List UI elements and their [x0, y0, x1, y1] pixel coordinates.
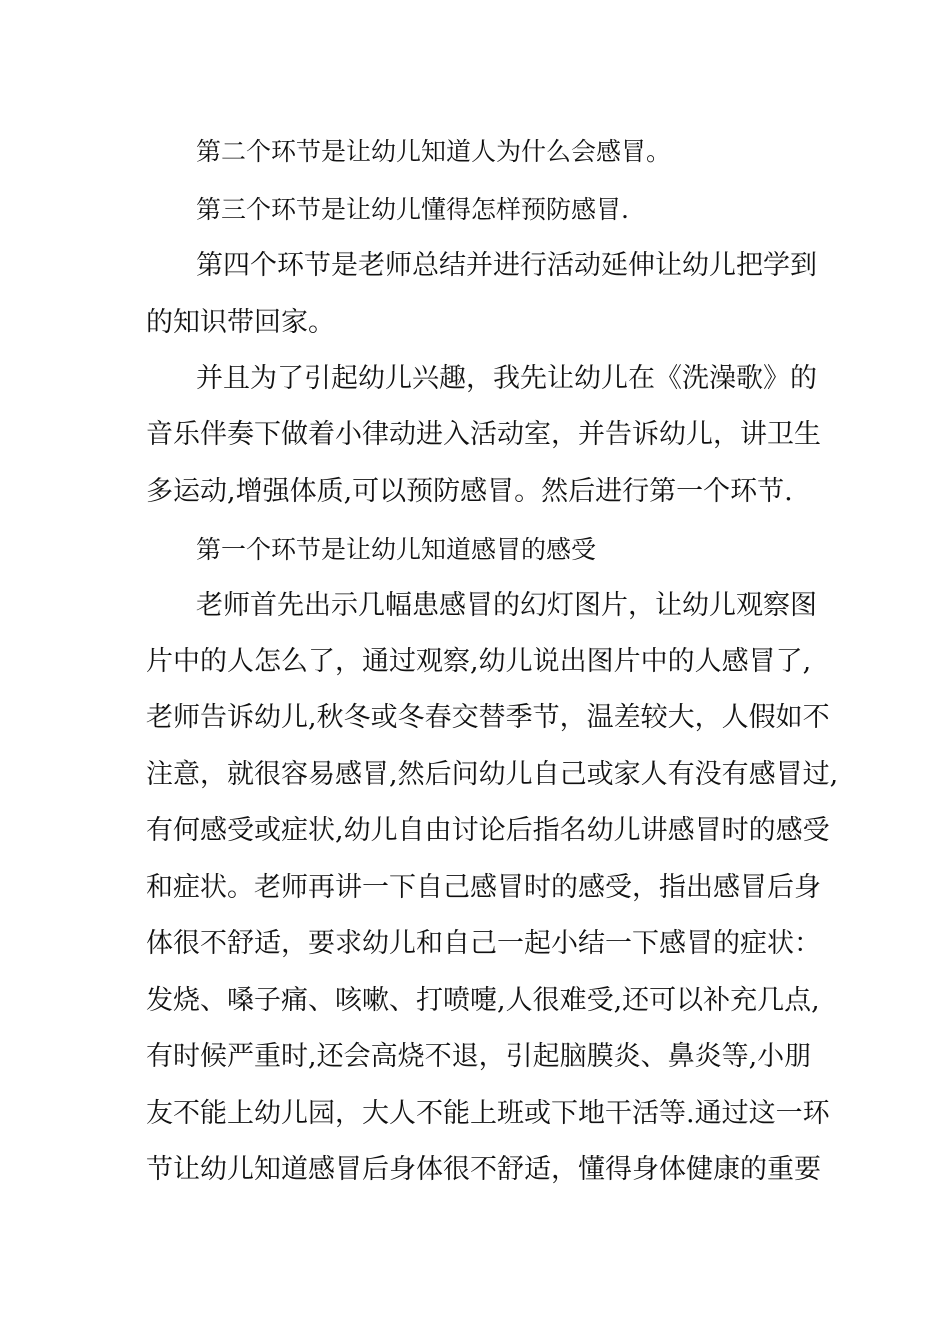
- text-line-17: 有时候严重时,还会高烧不退，引起脑膜炎、鼻炎等,小朋: [146, 1041, 812, 1072]
- text-line-1: 第二个环节是让幼儿知道人为什么会感冒。: [196, 137, 672, 166]
- text-line-6: 音乐伴奏下做着小律动进入活动室，并告诉幼儿，讲卫生: [146, 419, 821, 450]
- text-line-4: 的知识带回家。: [146, 307, 335, 338]
- text-line-14: 和症状。老师再讲一下自己感冒时的感受，指出感冒后身: [146, 872, 821, 903]
- text-line-10: 片中的人怎么了，通过观察,幼儿说出图片中的人感冒了,: [146, 646, 812, 677]
- text-line-2: 第三个环节是让幼儿懂得怎样预防感冒.: [196, 195, 629, 224]
- text-line-15: 体很不舒适，要求幼儿和自己一起小结一下感冒的症状：: [146, 928, 821, 959]
- text-line-9: 老师首先出示几幅患感冒的幻灯图片，让幼儿观察图: [196, 590, 817, 621]
- text-line-8: 第一个环节是让幼儿知道感冒的感受: [196, 535, 597, 564]
- text-line-13: 有何感受或症状,幼儿自由讨论后指名幼儿讲感冒时的感受: [146, 815, 830, 846]
- text-line-16: 发烧、嗓子痛、咳嗽、打喷嚏,人很难受,还可以补充几点,: [146, 985, 820, 1016]
- text-line-18: 友不能上幼儿园，大人不能上班或下地干活等.通过这一环: [146, 1098, 830, 1129]
- text-line-3: 第四个环节是老师总结并进行活动延伸让幼儿把学到: [196, 250, 817, 281]
- text-line-12: 注意，就很容易感冒,然后问幼儿自己或家人有没有感冒过,: [146, 759, 839, 790]
- text-line-19: 节让幼儿知道感冒后身体很不舒适，懂得身体健康的重要: [146, 1154, 821, 1185]
- text-line-11: 老师告诉幼儿,秋冬或冬春交替季节，温差较大，人假如不: [146, 702, 830, 733]
- text-line-7: 多运动,增强体质,可以预防感冒。然后进行第一个环节.: [146, 476, 793, 507]
- text-line-5: 并且为了引起幼儿兴趣，我先让幼儿在《洗澡歌》的: [196, 363, 817, 394]
